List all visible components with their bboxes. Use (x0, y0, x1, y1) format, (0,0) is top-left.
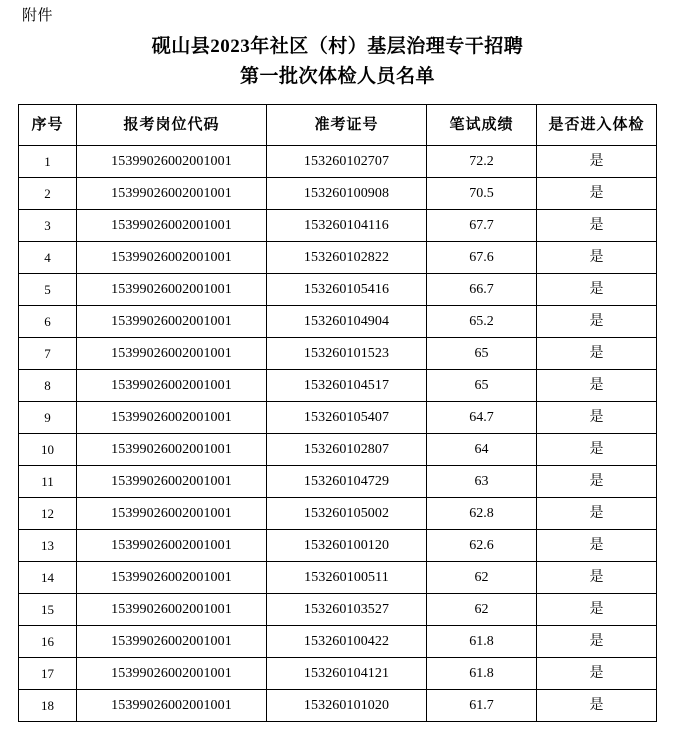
cell-physical-exam: 是 (537, 594, 657, 626)
cell-position-code: 15399026002001001 (77, 530, 267, 562)
cell-written-score: 72.2 (427, 146, 537, 178)
cell-written-score: 65 (427, 370, 537, 402)
cell-physical-exam: 是 (537, 498, 657, 530)
cell-written-score: 65.2 (427, 306, 537, 338)
cell-position-code: 15399026002001001 (77, 498, 267, 530)
cell-index: 6 (19, 306, 77, 338)
cell-ticket-number: 153260104116 (267, 210, 427, 242)
cell-physical-exam: 是 (537, 626, 657, 658)
column-header-index: 序号 (19, 105, 77, 146)
cell-ticket-number: 153260104729 (267, 466, 427, 498)
cell-index: 11 (19, 466, 77, 498)
page-title-line-1: 砚山县2023年社区（村）基层治理专干招聘 (151, 36, 524, 57)
cell-physical-exam: 是 (537, 306, 657, 338)
examinee-table (18, 104, 657, 722)
cell-written-score: 70.5 (427, 178, 537, 210)
cell-position-code: 15399026002001001 (77, 434, 267, 466)
cell-position-code: 15399026002001001 (77, 210, 267, 242)
cell-ticket-number: 153260104904 (267, 306, 427, 338)
attachment-label: 附件 (22, 8, 54, 24)
cell-position-code: 15399026002001001 (77, 306, 267, 338)
cell-index: 14 (19, 562, 77, 594)
cell-position-code: 15399026002001001 (77, 370, 267, 402)
column-header-ticket-number: 准考证号 (267, 105, 427, 146)
table-header-row (19, 105, 657, 146)
cell-index: 10 (19, 434, 77, 466)
cell-index: 16 (19, 626, 77, 658)
cell-index: 1 (19, 146, 77, 178)
cell-ticket-number: 153260100120 (267, 530, 427, 562)
cell-physical-exam: 是 (537, 402, 657, 434)
cell-index: 8 (19, 370, 77, 402)
cell-ticket-number: 153260104517 (267, 370, 427, 402)
cell-ticket-number: 153260100511 (267, 562, 427, 594)
cell-physical-exam: 是 (537, 370, 657, 402)
cell-written-score: 66.7 (427, 274, 537, 306)
cell-ticket-number: 153260101523 (267, 338, 427, 370)
cell-physical-exam: 是 (537, 658, 657, 690)
cell-written-score: 62.6 (427, 530, 537, 562)
cell-written-score: 64.7 (427, 402, 537, 434)
cell-ticket-number: 153260102707 (267, 146, 427, 178)
cell-index: 9 (19, 402, 77, 434)
table-row (19, 434, 657, 466)
cell-position-code: 15399026002001001 (77, 242, 267, 274)
cell-position-code: 15399026002001001 (77, 146, 267, 178)
cell-position-code: 15399026002001001 (77, 178, 267, 210)
cell-written-score: 64 (427, 434, 537, 466)
table-row (19, 146, 657, 178)
cell-ticket-number: 153260105416 (267, 274, 427, 306)
table-row (19, 178, 657, 210)
table-row (19, 210, 657, 242)
table-row (19, 626, 657, 658)
cell-ticket-number: 153260100908 (267, 178, 427, 210)
table-row (19, 306, 657, 338)
cell-written-score: 67.6 (427, 242, 537, 274)
cell-index: 5 (19, 274, 77, 306)
cell-written-score: 67.7 (427, 210, 537, 242)
cell-position-code: 15399026002001001 (77, 274, 267, 306)
table-row (19, 274, 657, 306)
table-row (19, 498, 657, 530)
cell-physical-exam: 是 (537, 178, 657, 210)
column-header-physical-exam: 是否进入体检 (537, 105, 657, 146)
cell-position-code: 15399026002001001 (77, 562, 267, 594)
table-row (19, 658, 657, 690)
cell-position-code: 15399026002001001 (77, 338, 267, 370)
cell-physical-exam: 是 (537, 562, 657, 594)
table-row (19, 466, 657, 498)
cell-physical-exam: 是 (537, 146, 657, 178)
table-row (19, 690, 657, 722)
column-header-written-score: 笔试成绩 (427, 105, 537, 146)
table-row (19, 338, 657, 370)
cell-index: 18 (19, 690, 77, 722)
cell-position-code: 15399026002001001 (77, 658, 267, 690)
table-row (19, 594, 657, 626)
cell-physical-exam: 是 (537, 242, 657, 274)
cell-written-score: 61.8 (427, 658, 537, 690)
cell-index: 2 (19, 178, 77, 210)
cell-physical-exam: 是 (537, 274, 657, 306)
cell-written-score: 62 (427, 562, 537, 594)
cell-ticket-number: 153260100422 (267, 626, 427, 658)
cell-ticket-number: 153260103527 (267, 594, 427, 626)
cell-physical-exam: 是 (537, 210, 657, 242)
cell-ticket-number: 153260101020 (267, 690, 427, 722)
page-title-line-2: 第一批次体检人员名单 (239, 66, 435, 87)
cell-index: 7 (19, 338, 77, 370)
cell-index: 3 (19, 210, 77, 242)
cell-ticket-number: 153260105002 (267, 498, 427, 530)
cell-index: 13 (19, 530, 77, 562)
cell-written-score: 62 (427, 594, 537, 626)
table-row (19, 530, 657, 562)
cell-physical-exam: 是 (537, 530, 657, 562)
cell-ticket-number: 153260104121 (267, 658, 427, 690)
cell-ticket-number: 153260102807 (267, 434, 427, 466)
cell-written-score: 61.8 (427, 626, 537, 658)
table-row (19, 242, 657, 274)
cell-ticket-number: 153260102822 (267, 242, 427, 274)
cell-position-code: 15399026002001001 (77, 626, 267, 658)
cell-position-code: 15399026002001001 (77, 402, 267, 434)
cell-written-score: 62.8 (427, 498, 537, 530)
cell-physical-exam: 是 (537, 466, 657, 498)
page-title (0, 0, 675, 92)
table-row (19, 370, 657, 402)
cell-ticket-number: 153260105407 (267, 402, 427, 434)
cell-position-code: 15399026002001001 (77, 690, 267, 722)
cell-physical-exam: 是 (537, 690, 657, 722)
cell-written-score: 63 (427, 466, 537, 498)
cell-physical-exam: 是 (537, 434, 657, 466)
table-row (19, 562, 657, 594)
cell-position-code: 15399026002001001 (77, 466, 267, 498)
cell-index: 12 (19, 498, 77, 530)
cell-index: 4 (19, 242, 77, 274)
cell-physical-exam: 是 (537, 338, 657, 370)
cell-written-score: 65 (427, 338, 537, 370)
cell-index: 17 (19, 658, 77, 690)
cell-written-score: 61.7 (427, 690, 537, 722)
table-row (19, 402, 657, 434)
column-header-position-code: 报考岗位代码 (77, 105, 267, 146)
cell-position-code: 15399026002001001 (77, 594, 267, 626)
cell-index: 15 (19, 594, 77, 626)
